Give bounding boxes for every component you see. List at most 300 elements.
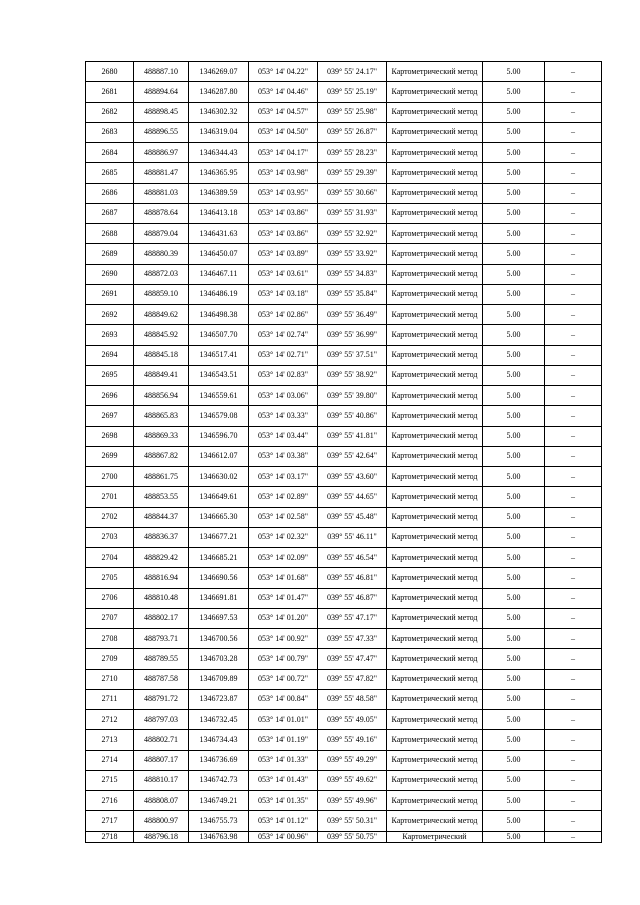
- accuracy-cell: 5.00: [483, 446, 545, 466]
- longitude-cell: 039° 55' 46.87": [318, 588, 387, 608]
- longitude-cell: 039° 55' 36.99": [318, 325, 387, 345]
- x-coordinate-cell: 488867.82: [134, 446, 189, 466]
- latitude-cell: 053° 14' 02.89": [249, 487, 318, 507]
- note-cell: –: [545, 750, 602, 770]
- x-coordinate-cell: 488810.17: [134, 770, 189, 790]
- latitude-cell: 053° 14' 03.33": [249, 406, 318, 426]
- note-cell: –: [545, 629, 602, 649]
- point-number-cell: 2685: [86, 163, 134, 183]
- method-cell: Картометрический метод: [387, 224, 483, 244]
- latitude-cell: 053° 14' 04.50": [249, 122, 318, 142]
- latitude-cell: 053° 14' 00.72": [249, 669, 318, 689]
- point-number-cell: 2693: [86, 325, 134, 345]
- table-row: [86, 426, 602, 446]
- longitude-cell: 039° 55' 47.47": [318, 649, 387, 669]
- y-coordinate-cell: 1346431.63: [189, 224, 249, 244]
- longitude-cell: 039° 55' 35.84": [318, 284, 387, 304]
- point-number-cell: 2701: [86, 487, 134, 507]
- accuracy-cell: 5.00: [483, 203, 545, 223]
- x-coordinate-cell: 488859.10: [134, 284, 189, 304]
- accuracy-cell: 5.00: [483, 689, 545, 709]
- method-cell: Картометрический метод: [387, 446, 483, 466]
- table-row: [86, 446, 602, 466]
- note-cell: –: [545, 467, 602, 487]
- table-row: [86, 325, 602, 345]
- x-coordinate-cell: 488810.48: [134, 588, 189, 608]
- accuracy-cell: 5.00: [483, 629, 545, 649]
- y-coordinate-cell: 1346467.11: [189, 264, 249, 284]
- x-coordinate-cell: 488797.03: [134, 710, 189, 730]
- x-coordinate-cell: 488881.03: [134, 183, 189, 203]
- note-cell: –: [545, 568, 602, 588]
- y-coordinate-cell: 1346517.41: [189, 345, 249, 365]
- point-number-cell: 2692: [86, 305, 134, 325]
- table-row: [86, 244, 602, 264]
- table-row: [86, 649, 602, 669]
- point-number-cell: 2688: [86, 224, 134, 244]
- method-cell: Картометрический метод: [387, 710, 483, 730]
- y-coordinate-cell: 1346742.73: [189, 770, 249, 790]
- method-cell: Картометрический метод: [387, 345, 483, 365]
- table-row: [86, 710, 602, 730]
- accuracy-cell: 5.00: [483, 588, 545, 608]
- longitude-cell: 039° 55' 26.87": [318, 122, 387, 142]
- note-cell: –: [545, 102, 602, 122]
- y-coordinate-cell: 1346344.43: [189, 143, 249, 163]
- accuracy-cell: 5.00: [483, 548, 545, 568]
- y-coordinate-cell: 1346709.89: [189, 669, 249, 689]
- x-coordinate-cell: 488879.04: [134, 224, 189, 244]
- point-number-cell: 2684: [86, 143, 134, 163]
- latitude-cell: 053° 14' 03.06": [249, 386, 318, 406]
- note-cell: –: [545, 548, 602, 568]
- y-coordinate-cell: 1346269.07: [189, 62, 249, 82]
- x-coordinate-cell: 488802.71: [134, 730, 189, 750]
- note-cell: –: [545, 305, 602, 325]
- accuracy-cell: 5.00: [483, 507, 545, 527]
- method-cell: Картометрический метод: [387, 811, 483, 831]
- method-cell: Картометрический метод: [387, 770, 483, 790]
- table-row: [86, 406, 602, 426]
- y-coordinate-cell: 1346319.04: [189, 122, 249, 142]
- latitude-cell: 053° 14' 02.09": [249, 548, 318, 568]
- latitude-cell: 053° 14' 01.35": [249, 791, 318, 811]
- note-cell: –: [545, 730, 602, 750]
- y-coordinate-cell: 1346690.56: [189, 568, 249, 588]
- table-row: [86, 831, 602, 842]
- point-number-cell: 2697: [86, 406, 134, 426]
- x-coordinate-cell: 488787.58: [134, 669, 189, 689]
- point-number-cell: 2696: [86, 386, 134, 406]
- point-number-cell: 2703: [86, 527, 134, 547]
- x-coordinate-cell: 488872.03: [134, 264, 189, 284]
- note-cell: –: [545, 811, 602, 831]
- latitude-cell: 053° 14' 03.38": [249, 446, 318, 466]
- method-cell: Картометрический метод: [387, 62, 483, 82]
- point-number-cell: 2706: [86, 588, 134, 608]
- latitude-cell: 053° 14' 03.44": [249, 426, 318, 446]
- point-number-cell: 2694: [86, 345, 134, 365]
- point-number-cell: 2707: [86, 608, 134, 628]
- note-cell: –: [545, 406, 602, 426]
- table-row: [86, 629, 602, 649]
- y-coordinate-cell: 1346389.59: [189, 183, 249, 203]
- point-number-cell: 2687: [86, 203, 134, 223]
- accuracy-cell: 5.00: [483, 305, 545, 325]
- accuracy-cell: 5.00: [483, 831, 545, 842]
- longitude-cell: 039° 55' 33.92": [318, 244, 387, 264]
- latitude-cell: 053° 14' 00.84": [249, 689, 318, 709]
- table-row: [86, 203, 602, 223]
- latitude-cell: 053° 14' 01.01": [249, 710, 318, 730]
- longitude-cell: 039° 55' 36.49": [318, 305, 387, 325]
- method-cell: Картометрический метод: [387, 527, 483, 547]
- x-coordinate-cell: 488886.97: [134, 143, 189, 163]
- longitude-cell: 039° 55' 46.81": [318, 568, 387, 588]
- accuracy-cell: 5.00: [483, 62, 545, 82]
- latitude-cell: 053° 14' 00.79": [249, 649, 318, 669]
- latitude-cell: 053° 14' 03.86": [249, 203, 318, 223]
- latitude-cell: 053° 14' 01.19": [249, 730, 318, 750]
- note-cell: –: [545, 224, 602, 244]
- y-coordinate-cell: 1346691.81: [189, 588, 249, 608]
- table-row: [86, 548, 602, 568]
- y-coordinate-cell: 1346287.80: [189, 82, 249, 102]
- note-cell: –: [545, 527, 602, 547]
- latitude-cell: 053° 14' 04.17": [249, 143, 318, 163]
- method-cell: Картометрический метод: [387, 588, 483, 608]
- point-number-cell: 2709: [86, 649, 134, 669]
- longitude-cell: 039° 55' 25.98": [318, 102, 387, 122]
- point-number-cell: 2700: [86, 467, 134, 487]
- accuracy-cell: 5.00: [483, 568, 545, 588]
- note-cell: –: [545, 770, 602, 790]
- x-coordinate-cell: 488807.17: [134, 750, 189, 770]
- point-number-cell: 2712: [86, 710, 134, 730]
- method-cell: Картометрический метод: [387, 365, 483, 385]
- table-row: [86, 386, 602, 406]
- table-row: [86, 82, 602, 102]
- note-cell: –: [545, 62, 602, 82]
- longitude-cell: 039° 55' 31.93": [318, 203, 387, 223]
- method-cell: Картометрический метод: [387, 608, 483, 628]
- y-coordinate-cell: 1346498.38: [189, 305, 249, 325]
- longitude-cell: 039° 55' 42.64": [318, 446, 387, 466]
- latitude-cell: 053° 14' 03.61": [249, 264, 318, 284]
- note-cell: –: [545, 446, 602, 466]
- method-cell: Картометрический метод: [387, 183, 483, 203]
- latitude-cell: 053° 14' 02.32": [249, 527, 318, 547]
- table-row: [86, 811, 602, 831]
- longitude-cell: 039° 55' 29.39": [318, 163, 387, 183]
- note-cell: –: [545, 143, 602, 163]
- point-number-cell: 2713: [86, 730, 134, 750]
- y-coordinate-cell: 1346749.21: [189, 791, 249, 811]
- table-row: [86, 791, 602, 811]
- longitude-cell: 039° 55' 41.81": [318, 426, 387, 446]
- accuracy-cell: 5.00: [483, 325, 545, 345]
- note-cell: –: [545, 82, 602, 102]
- method-cell: Картометрический метод: [387, 386, 483, 406]
- method-cell: Картометрический метод: [387, 122, 483, 142]
- x-coordinate-cell: 488856.94: [134, 386, 189, 406]
- longitude-cell: 039° 55' 47.33": [318, 629, 387, 649]
- point-number-cell: 2680: [86, 62, 134, 82]
- accuracy-cell: 5.00: [483, 244, 545, 264]
- y-coordinate-cell: 1346630.02: [189, 467, 249, 487]
- x-coordinate-cell: 488894.64: [134, 82, 189, 102]
- latitude-cell: 053° 14' 01.12": [249, 811, 318, 831]
- y-coordinate-cell: 1346723.87: [189, 689, 249, 709]
- point-number-cell: 2714: [86, 750, 134, 770]
- note-cell: –: [545, 487, 602, 507]
- method-cell: Картометрический метод: [387, 325, 483, 345]
- latitude-cell: 053° 14' 01.20": [249, 608, 318, 628]
- point-number-cell: 2718: [86, 831, 134, 842]
- accuracy-cell: 5.00: [483, 163, 545, 183]
- accuracy-cell: 5.00: [483, 669, 545, 689]
- accuracy-cell: 5.00: [483, 365, 545, 385]
- note-cell: –: [545, 203, 602, 223]
- accuracy-cell: 5.00: [483, 406, 545, 426]
- y-coordinate-cell: 1346736.69: [189, 750, 249, 770]
- coordinates-document: [85, 61, 601, 843]
- note-cell: –: [545, 507, 602, 527]
- longitude-cell: 039° 55' 47.17": [318, 608, 387, 628]
- point-number-cell: 2710: [86, 669, 134, 689]
- latitude-cell: 053° 14' 03.17": [249, 467, 318, 487]
- y-coordinate-cell: 1346732.45: [189, 710, 249, 730]
- y-coordinate-cell: 1346365.95: [189, 163, 249, 183]
- method-cell: Картометрический метод: [387, 669, 483, 689]
- x-coordinate-cell: 488898.45: [134, 102, 189, 122]
- accuracy-cell: 5.00: [483, 649, 545, 669]
- longitude-cell: 039° 55' 49.96": [318, 791, 387, 811]
- table-body: [86, 62, 602, 843]
- table-row: [86, 588, 602, 608]
- method-cell: Картометрический метод: [387, 163, 483, 183]
- longitude-cell: 039° 55' 50.31": [318, 811, 387, 831]
- accuracy-cell: 5.00: [483, 527, 545, 547]
- method-cell: Картометрический метод: [387, 426, 483, 446]
- longitude-cell: 039° 55' 48.58": [318, 689, 387, 709]
- table-row: [86, 183, 602, 203]
- point-number-cell: 2717: [86, 811, 134, 831]
- accuracy-cell: 5.00: [483, 264, 545, 284]
- y-coordinate-cell: 1346649.61: [189, 487, 249, 507]
- longitude-cell: 039° 55' 39.80": [318, 386, 387, 406]
- y-coordinate-cell: 1346755.73: [189, 811, 249, 831]
- method-cell: Картометрический: [387, 831, 483, 842]
- accuracy-cell: 5.00: [483, 608, 545, 628]
- note-cell: –: [545, 264, 602, 284]
- x-coordinate-cell: 488789.55: [134, 649, 189, 669]
- note-cell: –: [545, 608, 602, 628]
- table-row: [86, 284, 602, 304]
- y-coordinate-cell: 1346543.51: [189, 365, 249, 385]
- latitude-cell: 053° 14' 02.58": [249, 507, 318, 527]
- y-coordinate-cell: 1346734.43: [189, 730, 249, 750]
- table-row: [86, 669, 602, 689]
- table-row: [86, 62, 602, 82]
- accuracy-cell: 5.00: [483, 183, 545, 203]
- longitude-cell: 039° 55' 37.51": [318, 345, 387, 365]
- longitude-cell: 039° 55' 49.29": [318, 750, 387, 770]
- note-cell: –: [545, 183, 602, 203]
- note-cell: –: [545, 791, 602, 811]
- table-row: [86, 507, 602, 527]
- x-coordinate-cell: 488791.72: [134, 689, 189, 709]
- accuracy-cell: 5.00: [483, 750, 545, 770]
- x-coordinate-cell: 488849.62: [134, 305, 189, 325]
- x-coordinate-cell: 488845.92: [134, 325, 189, 345]
- y-coordinate-cell: 1346697.53: [189, 608, 249, 628]
- point-number-cell: 2683: [86, 122, 134, 142]
- note-cell: –: [545, 649, 602, 669]
- longitude-cell: 039° 55' 30.66": [318, 183, 387, 203]
- method-cell: Картометрический метод: [387, 82, 483, 102]
- table-row: [86, 102, 602, 122]
- note-cell: –: [545, 426, 602, 446]
- latitude-cell: 053° 14' 03.98": [249, 163, 318, 183]
- accuracy-cell: 5.00: [483, 710, 545, 730]
- y-coordinate-cell: 1346596.70: [189, 426, 249, 446]
- longitude-cell: 039° 55' 49.62": [318, 770, 387, 790]
- y-coordinate-cell: 1346763.98: [189, 831, 249, 842]
- longitude-cell: 039° 55' 46.11": [318, 527, 387, 547]
- x-coordinate-cell: 488896.55: [134, 122, 189, 142]
- note-cell: –: [545, 689, 602, 709]
- point-number-cell: 2698: [86, 426, 134, 446]
- latitude-cell: 053° 14' 02.86": [249, 305, 318, 325]
- table-row: [86, 224, 602, 244]
- table-row: [86, 163, 602, 183]
- latitude-cell: 053° 14' 03.18": [249, 284, 318, 304]
- x-coordinate-cell: 488845.18: [134, 345, 189, 365]
- point-number-cell: 2716: [86, 791, 134, 811]
- latitude-cell: 053° 14' 01.68": [249, 568, 318, 588]
- note-cell: –: [545, 284, 602, 304]
- table-row: [86, 264, 602, 284]
- latitude-cell: 053° 14' 02.71": [249, 345, 318, 365]
- note-cell: –: [545, 345, 602, 365]
- latitude-cell: 053° 14' 04.57": [249, 102, 318, 122]
- accuracy-cell: 5.00: [483, 345, 545, 365]
- table-row: [86, 527, 602, 547]
- accuracy-cell: 5.00: [483, 730, 545, 750]
- point-number-cell: 2699: [86, 446, 134, 466]
- method-cell: Картометрический метод: [387, 143, 483, 163]
- longitude-cell: 039° 55' 34.83": [318, 264, 387, 284]
- note-cell: –: [545, 710, 602, 730]
- x-coordinate-cell: 488861.75: [134, 467, 189, 487]
- accuracy-cell: 5.00: [483, 143, 545, 163]
- y-coordinate-cell: 1346665.30: [189, 507, 249, 527]
- table-row: [86, 365, 602, 385]
- accuracy-cell: 5.00: [483, 467, 545, 487]
- table-row: [86, 487, 602, 507]
- longitude-cell: 039° 55' 28.23": [318, 143, 387, 163]
- latitude-cell: 053° 14' 01.47": [249, 588, 318, 608]
- longitude-cell: 039° 55' 49.05": [318, 710, 387, 730]
- longitude-cell: 039° 55' 38.92": [318, 365, 387, 385]
- x-coordinate-cell: 488836.37: [134, 527, 189, 547]
- latitude-cell: 053° 14' 03.89": [249, 244, 318, 264]
- method-cell: Картометрический метод: [387, 203, 483, 223]
- longitude-cell: 039° 55' 32.92": [318, 224, 387, 244]
- method-cell: Картометрический метод: [387, 507, 483, 527]
- note-cell: –: [545, 831, 602, 842]
- method-cell: Картометрический метод: [387, 548, 483, 568]
- method-cell: Картометрический метод: [387, 568, 483, 588]
- accuracy-cell: 5.00: [483, 82, 545, 102]
- method-cell: Картометрический метод: [387, 791, 483, 811]
- latitude-cell: 053° 14' 04.46": [249, 82, 318, 102]
- x-coordinate-cell: 488844.37: [134, 507, 189, 527]
- method-cell: Картометрический метод: [387, 102, 483, 122]
- latitude-cell: 053° 14' 00.96": [249, 831, 318, 842]
- method-cell: Картометрический метод: [387, 467, 483, 487]
- point-number-cell: 2686: [86, 183, 134, 203]
- latitude-cell: 053° 14' 02.74": [249, 325, 318, 345]
- accuracy-cell: 5.00: [483, 791, 545, 811]
- point-number-cell: 2690: [86, 264, 134, 284]
- point-number-cell: 2691: [86, 284, 134, 304]
- y-coordinate-cell: 1346450.07: [189, 244, 249, 264]
- y-coordinate-cell: 1346700.56: [189, 629, 249, 649]
- accuracy-cell: 5.00: [483, 770, 545, 790]
- longitude-cell: 039° 55' 44.65": [318, 487, 387, 507]
- latitude-cell: 053° 14' 02.83": [249, 365, 318, 385]
- longitude-cell: 039° 55' 47.82": [318, 669, 387, 689]
- x-coordinate-cell: 488865.83: [134, 406, 189, 426]
- method-cell: Картометрический метод: [387, 730, 483, 750]
- longitude-cell: 039° 55' 40.86": [318, 406, 387, 426]
- point-number-cell: 2711: [86, 689, 134, 709]
- table-row: [86, 305, 602, 325]
- table-row: [86, 730, 602, 750]
- point-number-cell: 2708: [86, 629, 134, 649]
- y-coordinate-cell: 1346685.21: [189, 548, 249, 568]
- y-coordinate-cell: 1346413.18: [189, 203, 249, 223]
- y-coordinate-cell: 1346559.61: [189, 386, 249, 406]
- point-number-cell: 2682: [86, 102, 134, 122]
- y-coordinate-cell: 1346579.08: [189, 406, 249, 426]
- x-coordinate-cell: 488808.07: [134, 791, 189, 811]
- table-row: [86, 689, 602, 709]
- note-cell: –: [545, 386, 602, 406]
- accuracy-cell: 5.00: [483, 811, 545, 831]
- method-cell: Картометрический метод: [387, 649, 483, 669]
- method-cell: Картометрический метод: [387, 487, 483, 507]
- accuracy-cell: 5.00: [483, 122, 545, 142]
- table-row: [86, 143, 602, 163]
- x-coordinate-cell: 488887.10: [134, 62, 189, 82]
- note-cell: –: [545, 669, 602, 689]
- x-coordinate-cell: 488829.42: [134, 548, 189, 568]
- point-number-cell: 2681: [86, 82, 134, 102]
- x-coordinate-cell: 488793.71: [134, 629, 189, 649]
- method-cell: Картометрический метод: [387, 406, 483, 426]
- x-coordinate-cell: 488869.33: [134, 426, 189, 446]
- table-row: [86, 608, 602, 628]
- note-cell: –: [545, 588, 602, 608]
- table-row: [86, 122, 602, 142]
- y-coordinate-cell: 1346486.19: [189, 284, 249, 304]
- method-cell: Картометрический метод: [387, 629, 483, 649]
- table-row: [86, 568, 602, 588]
- table-row: [86, 770, 602, 790]
